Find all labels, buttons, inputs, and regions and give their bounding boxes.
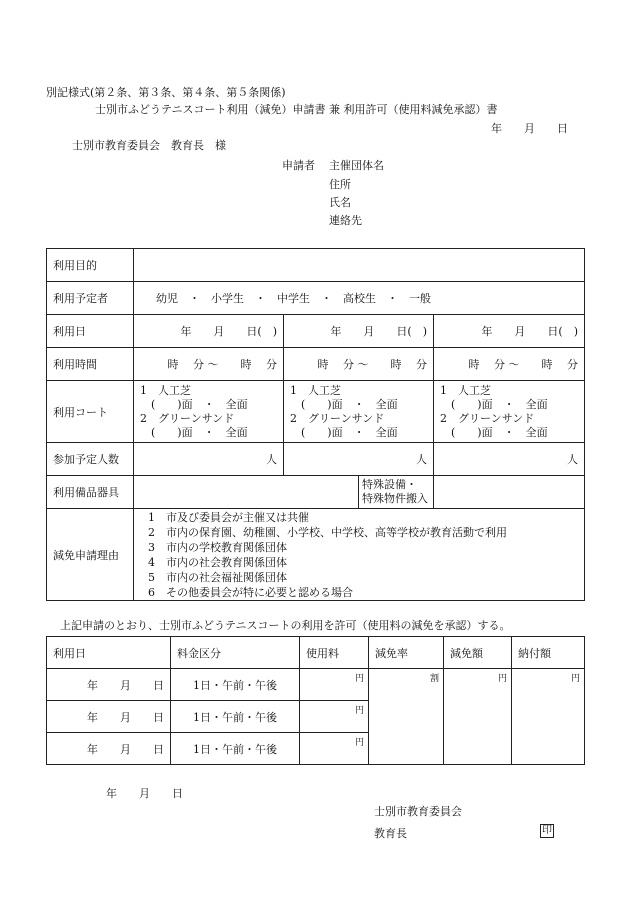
planned-users-row	[47, 282, 585, 315]
yen-unit: 円	[354, 674, 364, 684]
footer-date: 年 月 日	[106, 787, 183, 800]
header-payment: 納付額	[512, 637, 585, 669]
approval-fee-class-cell[interactable]: 1日・午前・午後	[171, 701, 300, 733]
applicant-org-field: 主催団体名	[329, 159, 384, 172]
participants-slot-3[interactable]: 人	[434, 443, 585, 476]
special-equipment-label: 特殊設備・ 特殊物件搬入	[359, 476, 434, 509]
approval-fee-class-cell[interactable]: 1日・午前・午後	[171, 669, 300, 701]
approval-fee-cell[interactable]	[300, 669, 369, 701]
court-line: 2 グリーンサンド	[290, 411, 385, 425]
header-reduction-amount: 減免額	[444, 637, 512, 669]
approval-table	[46, 636, 585, 765]
planned-users-options[interactable]: 幼児 ・ 小学生 ・ 中学生 ・ 高校生 ・ 一般	[134, 282, 585, 315]
court-line: 1 人工芝	[290, 383, 341, 397]
approval-fee-cell[interactable]	[300, 733, 369, 765]
approval-rate-cell[interactable]	[369, 669, 444, 765]
court-line: 2 グリーンサンド	[440, 411, 535, 425]
court-line: ( )面 ・ 全面	[140, 397, 248, 411]
header-fee: 使用料	[300, 637, 369, 669]
rate-unit: 割	[429, 674, 439, 684]
date-slot-3[interactable]: 年 月 日( )	[434, 315, 585, 348]
court-line: ( )面 ・ 全面	[440, 425, 548, 439]
approval-payment-cell[interactable]	[512, 669, 585, 765]
court-slot-2[interactable]	[284, 381, 434, 443]
special-equipment-field[interactable]	[434, 476, 585, 509]
approval-statement: 上記申請のとおり、士別市ふどうテニスコートの利用を許可（使用料の減免を承認）する。	[60, 619, 511, 632]
application-table	[46, 248, 585, 601]
approval-fee-cell[interactable]	[300, 701, 369, 733]
seal-icon: 印	[542, 825, 552, 836]
form-reference: 別記様式(第２条、第３条、第４条、第５条関係)	[46, 86, 286, 99]
yen-unit: 円	[497, 674, 507, 684]
participants-slot-2[interactable]: 人	[284, 443, 434, 476]
court-line: 1 人工芝	[140, 383, 191, 397]
court-line: ( )面 ・ 全面	[440, 397, 548, 411]
document-title: 士別市ふどうテニスコート利用（減免）申請書 兼 利用許可（使用料減免承認）書	[95, 103, 498, 116]
purpose-row	[47, 249, 585, 282]
reason-option[interactable]: 2 市内の保育園、幼稚園、小学校、中学校、高等学校が教育活動で利用	[148, 525, 507, 539]
header-use-date: 利用日	[47, 637, 171, 669]
header-fee-class: 料金区分	[171, 637, 300, 669]
approval-date-cell[interactable]: 年 月 日	[47, 669, 171, 701]
court-slot-1[interactable]	[134, 381, 284, 443]
yen-unit: 円	[354, 706, 364, 716]
equipment-field[interactable]	[134, 476, 359, 509]
court-row	[47, 381, 585, 443]
court-line: ( )面 ・ 全面	[290, 425, 398, 439]
court-line: ( )面 ・ 全面	[140, 425, 248, 439]
participants-slot-1[interactable]: 人	[134, 443, 284, 476]
purpose-field[interactable]	[134, 249, 585, 282]
applicant-label: 申請者	[282, 159, 315, 172]
yen-unit: 円	[354, 738, 364, 748]
time-label: 利用時間	[47, 348, 134, 381]
reason-option[interactable]: 3 市内の学校教育関係団体	[148, 540, 287, 554]
applicant-address-field: 住所	[329, 178, 351, 191]
date-row	[47, 315, 585, 348]
planned-users-label: 利用予定者	[47, 282, 134, 315]
reason-label: 減免申請理由	[47, 509, 134, 601]
approval-header-row	[47, 637, 585, 669]
time-slot-3[interactable]: 時 分 ～ 時 分	[434, 348, 585, 381]
footer-official: 教育長	[374, 827, 407, 840]
header-date: 年 月 日	[491, 122, 568, 135]
applicant-contact-field: 連絡先	[329, 214, 362, 227]
reason-list	[134, 509, 585, 601]
date-slot-1[interactable]: 年 月 日( )	[134, 315, 284, 348]
participants-row	[47, 443, 585, 476]
reason-option[interactable]: 4 市内の社会教育関係団体	[148, 555, 287, 569]
time-slot-1[interactable]: 時 分 ～ 時 分	[134, 348, 284, 381]
court-line: 1 人工芝	[440, 383, 491, 397]
approval-reduction-cell[interactable]	[444, 669, 512, 765]
approval-row	[47, 669, 585, 701]
reason-row	[47, 509, 585, 601]
court-line: 2 グリーンサンド	[140, 411, 235, 425]
reason-option[interactable]: 6 その他委員会が特に必要と認める場合	[148, 585, 353, 599]
applicant-name-field: 氏名	[329, 196, 351, 209]
participants-label: 参加予定人数	[47, 443, 134, 476]
approval-fee-class-cell[interactable]: 1日・午前・午後	[171, 733, 300, 765]
date-label: 利用日	[47, 315, 134, 348]
addressee: 士別市教育委員会 教育長 様	[72, 139, 226, 152]
court-line: ( )面 ・ 全面	[290, 397, 398, 411]
approval-date-cell[interactable]: 年 月 日	[47, 733, 171, 765]
footer-org: 士別市教育委員会	[374, 805, 462, 818]
approval-date-cell[interactable]: 年 月 日	[47, 701, 171, 733]
date-slot-2[interactable]: 年 月 日( )	[284, 315, 434, 348]
equipment-row	[47, 476, 585, 509]
reason-option[interactable]: 1 市及び委員会が主催又は共催	[148, 510, 309, 524]
time-slot-2[interactable]: 時 分 ～ 時 分	[284, 348, 434, 381]
reason-option[interactable]: 5 市内の社会福祉関係団体	[148, 570, 287, 584]
yen-unit: 円	[570, 674, 580, 684]
header-reduction-rate: 減免率	[369, 637, 444, 669]
time-row	[47, 348, 585, 381]
equipment-label: 利用備品器具	[47, 476, 134, 509]
purpose-label: 利用目的	[47, 249, 134, 282]
court-slot-3[interactable]	[434, 381, 585, 443]
court-label: 利用コート	[47, 381, 134, 443]
